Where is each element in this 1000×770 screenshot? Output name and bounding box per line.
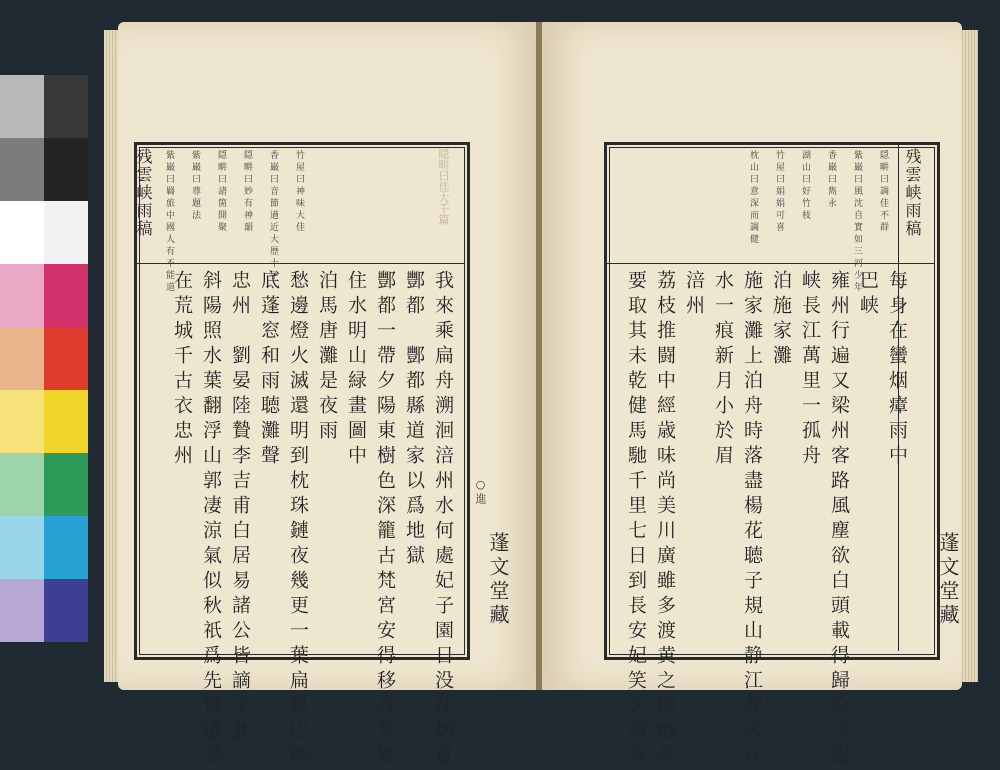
- verse-column: 峡長江萬里一孤舟: [799, 270, 821, 470]
- fold-mark: ○進: [474, 478, 487, 506]
- critic-note: 湖山曰好竹枝: [800, 150, 810, 222]
- critic-note: 香巌曰音節遒近大歴十子: [268, 150, 278, 282]
- verse-column: 酆都 酆都縣道家以爲地獄: [403, 270, 425, 570]
- verse-column: 忠州 劉晏陸贄李吉甫白居易諸公皆謫于此: [229, 270, 251, 745]
- color-swatch: [44, 453, 88, 516]
- color-swatch: [44, 201, 88, 264]
- verse-column: 雍州行遍又梁州客路風塵欲白頭載得歸心下巴: [828, 270, 850, 770]
- verse-column: 要取其未乾健馬馳千里七日到長安妃笑天顔喜: [625, 270, 647, 770]
- color-swatch: [0, 201, 44, 264]
- bleed-through-text: 隠畊曰佳大千篇: [437, 148, 450, 225]
- verse-column: 我來乘扁舟溯洄涪州水何處妃子園日没江烟夏: [432, 270, 454, 770]
- right-page: [542, 22, 962, 770]
- verse-column: 涪州: [683, 270, 705, 320]
- color-swatch: [44, 579, 88, 642]
- open-book: [118, 22, 980, 770]
- page-edges-right: [960, 30, 978, 682]
- color-swatch: [44, 138, 88, 201]
- color-swatch-row: [0, 75, 88, 138]
- critic-note: 隠畊曰諸箇開聚: [216, 150, 226, 234]
- critic-note: 隠畊曰妙有神韻: [242, 150, 252, 234]
- color-calibration-bar: [0, 75, 88, 645]
- verse-column: 荔枝推闘中經歳味尚美川廣雖多渡黄之則瘠矣: [654, 270, 676, 770]
- color-swatch: [0, 579, 44, 642]
- color-swatch: [0, 138, 44, 201]
- verse-column: 底蓬窓和雨聴灘聲: [258, 270, 280, 470]
- verse-column: 在荒城千古衣忠州: [171, 270, 193, 470]
- color-swatch-row: [0, 516, 88, 579]
- color-swatch-row: [0, 390, 88, 453]
- color-swatch: [0, 264, 44, 327]
- verse-column: 酆都一帶夕陽東樹色深籠古梵宮安得移身冥獄: [374, 270, 396, 770]
- color-swatch: [0, 327, 44, 390]
- verse-column: 水一痕新月小於眉: [712, 270, 734, 470]
- color-swatch-row: [0, 579, 88, 642]
- verse-column: 施家灘上泊舟時落盡楊花聴子規山静江深天在: [741, 270, 763, 770]
- critic-note: 香巌曰雋永: [826, 150, 836, 210]
- color-swatch-row: [0, 264, 88, 327]
- color-swatch-row: [0, 201, 88, 264]
- verse-column: 泊馬唐灘是夜雨: [316, 270, 338, 445]
- color-swatch: [0, 75, 44, 138]
- critic-note: 竹屋曰娟娟可喜: [774, 150, 784, 234]
- color-swatch: [44, 75, 88, 138]
- color-swatch: [44, 327, 88, 390]
- verse-column: 愁邊燈火滅還明到枕珠鏈夜幾更一葉扁舟巴峡: [287, 270, 309, 770]
- critic-note: 紫巌曰羇旅中國人有不能道: [164, 150, 174, 294]
- verse-column: 每身在蠻烟瘴雨中: [886, 270, 908, 470]
- color-swatch: [44, 390, 88, 453]
- color-swatch: [0, 516, 44, 579]
- color-swatch-row: [0, 138, 88, 201]
- color-swatch-row: [0, 327, 88, 390]
- margin-title: 残雲峡雨稿: [134, 148, 153, 238]
- margin-title: 残雲峡雨稿: [903, 148, 922, 238]
- verse-column: 巴峡: [857, 270, 879, 320]
- verse-column: 泊施家灘: [770, 270, 792, 370]
- color-swatch: [44, 516, 88, 579]
- critic-note: 隠畊曰調佳不群: [878, 150, 888, 234]
- critic-note: 枕山曰意深而調健: [748, 150, 758, 246]
- critic-note: 紫巌曰風沈自實如三河少年: [852, 150, 862, 294]
- color-swatch: [0, 390, 44, 453]
- verse-column: 斜陽照水葉翻浮山郭凄涼氣似秋祇爲先賢遺愛: [200, 270, 222, 770]
- publisher-stamp: 蓬文堂藏: [936, 532, 960, 628]
- left-page: [118, 22, 538, 770]
- verse-column: 住水明山緑畫圖中: [345, 270, 367, 470]
- critic-note: 紫巌曰尊題法: [190, 150, 200, 222]
- color-swatch: [0, 453, 44, 516]
- color-swatch-row: [0, 453, 88, 516]
- publisher-stamp: 蓬文堂藏: [486, 532, 510, 628]
- critic-note: 竹屋曰神味大佳: [294, 150, 304, 234]
- color-swatch: [44, 264, 88, 327]
